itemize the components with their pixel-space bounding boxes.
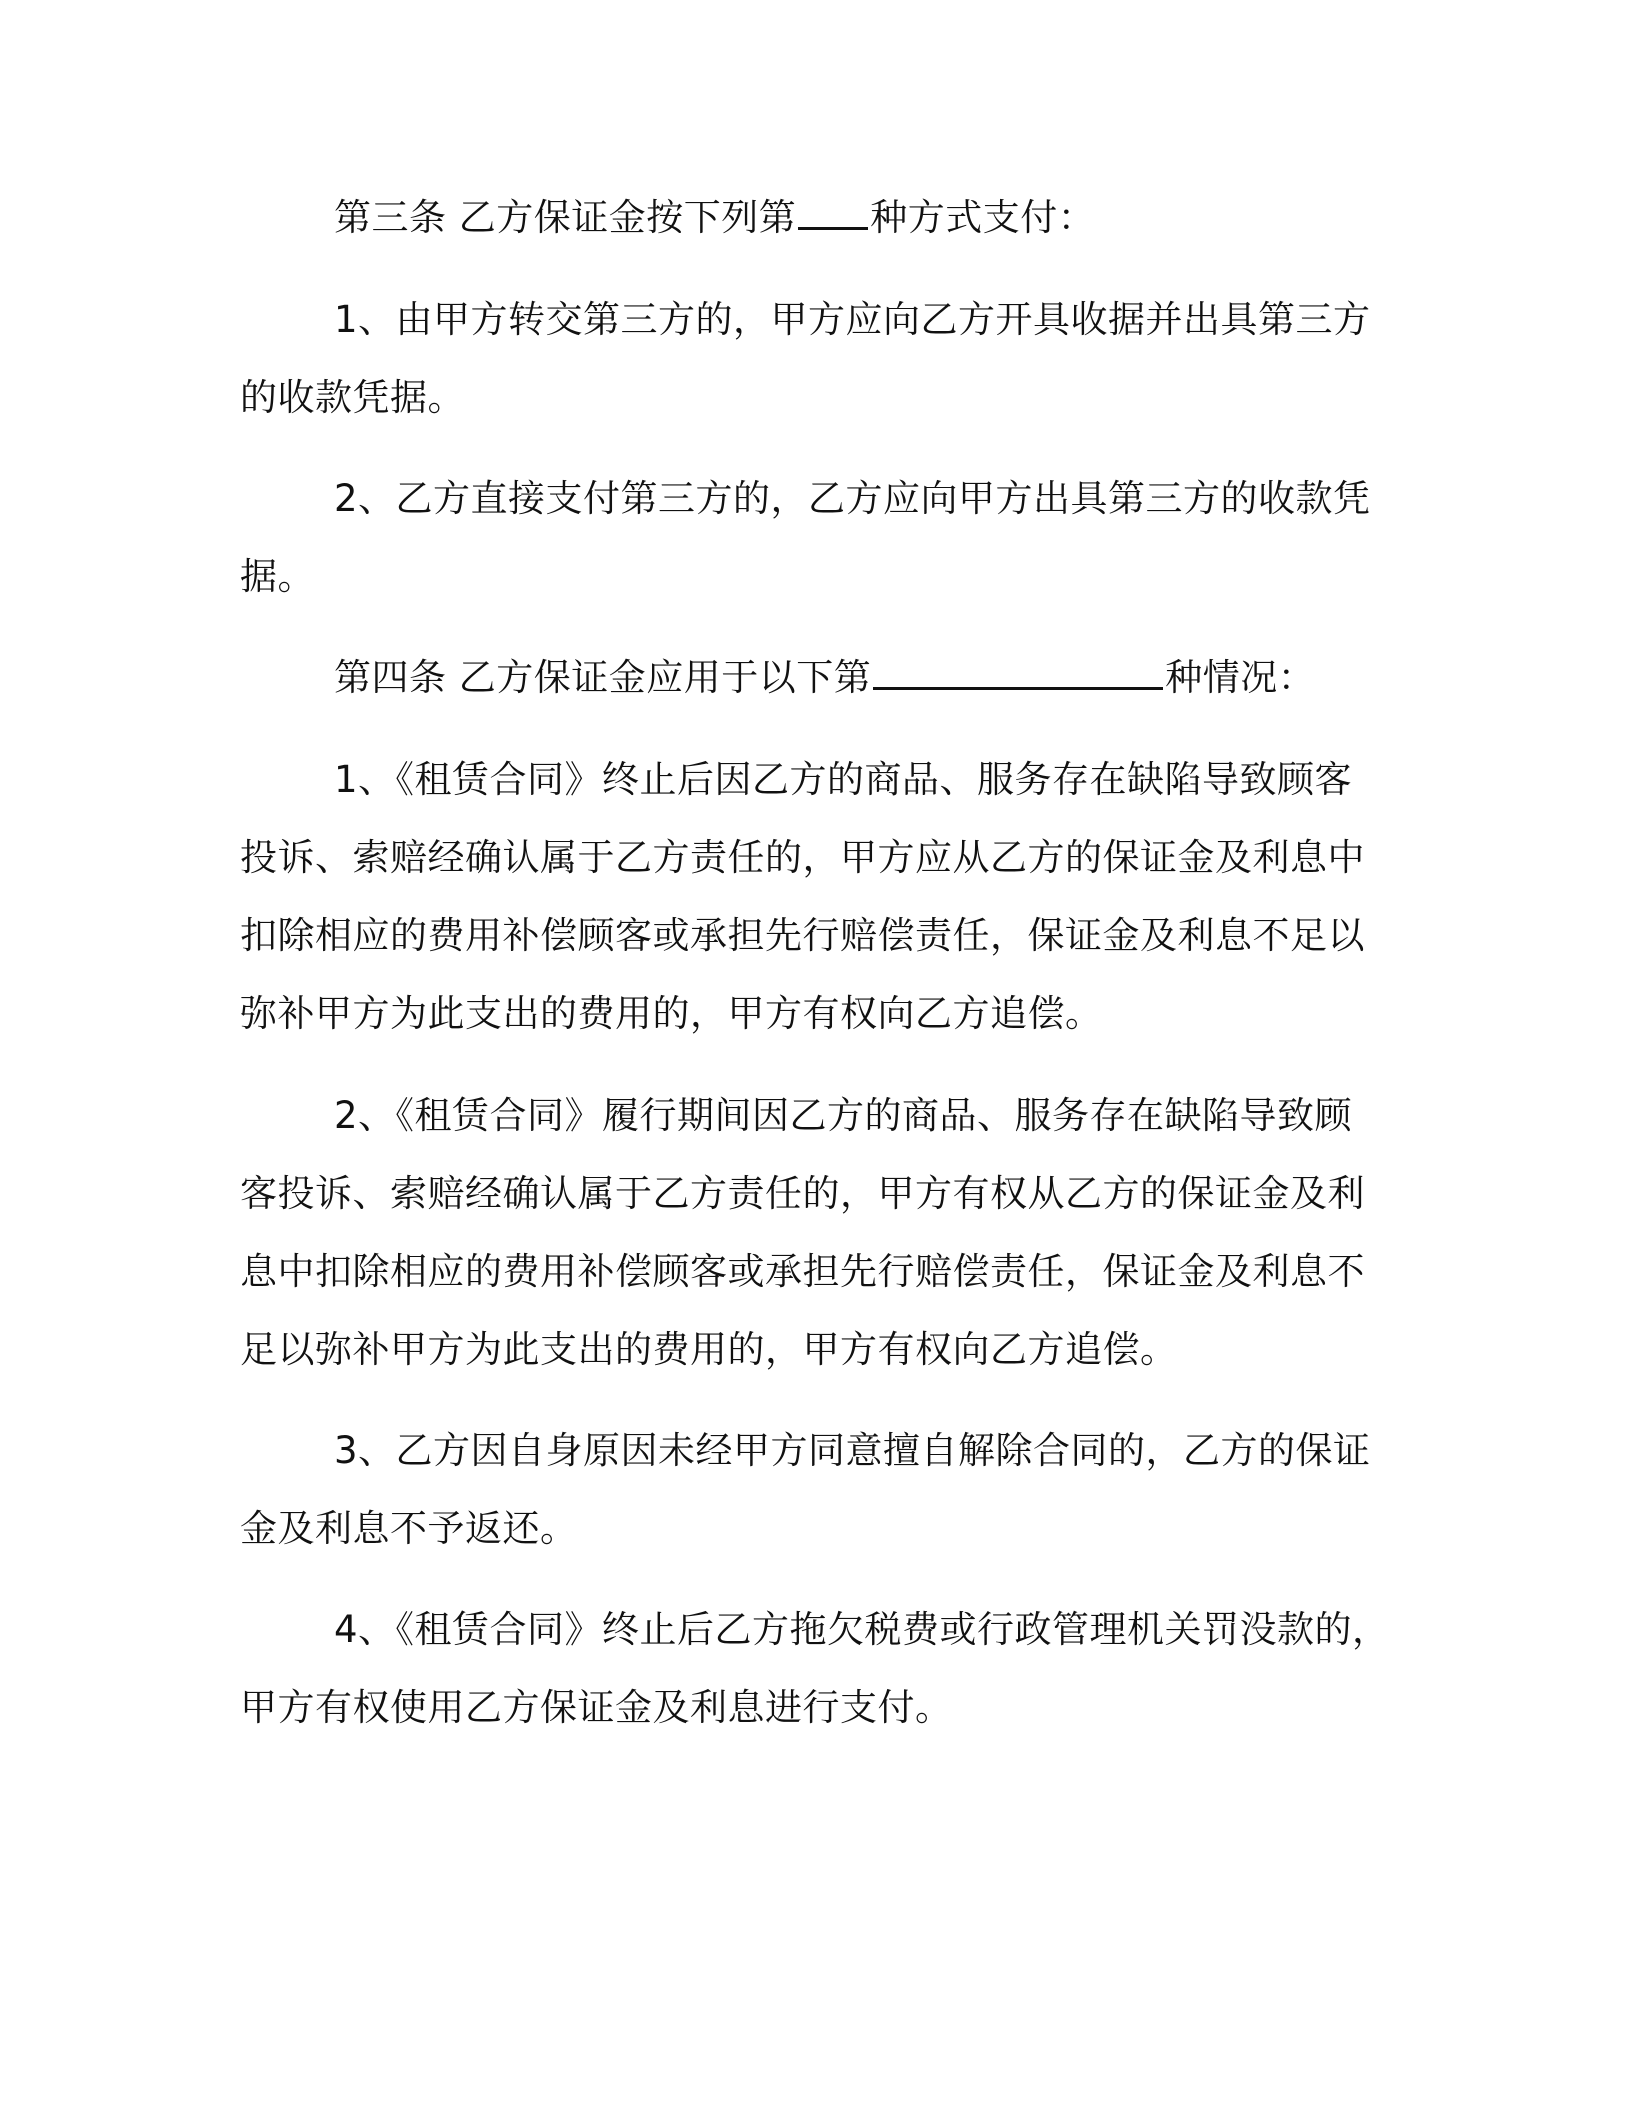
article-3-item-1-line-1: 1、由甲方转交第三方的，甲方应向乙方开具收据并出具第三方 xyxy=(334,298,1371,341)
article-3-blank xyxy=(798,197,868,230)
article-4-item-3-line-1: 3、乙方因自身原因未经甲方同意擅自解除合同的，乙方的保证 xyxy=(334,1429,1371,1472)
article-3-heading-suffix: 种方式支付： xyxy=(870,196,1096,239)
article-4-item-1-line-4: 弥补甲方为此支出的费用的，甲方有权向乙方追偿。 xyxy=(240,992,1103,1035)
article-4-item-2-line-2: 客投诉、索赔经确认属于乙方责任的，甲方有权从乙方的保证金及利 xyxy=(240,1172,1365,1215)
article-4-item-1-line-1: 1、《租赁合同》终止后因乙方的商品、服务存在缺陷导致顾客 xyxy=(334,758,1353,801)
article-4-item-3-line-2: 金及利息不予返还。 xyxy=(240,1507,578,1550)
article-3-heading xyxy=(334,193,1095,243)
article-4-heading-suffix: 种情况： xyxy=(1165,656,1316,699)
article-3-heading-text: 第三条 乙方保证金按下列第 xyxy=(334,196,797,239)
article-4-item-1-line-3: 扣除相应的费用补偿顾客或承担先行赔偿责任，保证金及利息不足以 xyxy=(240,914,1365,957)
article-3-item-2-line-1: 2、乙方直接支付第三方的，乙方应向甲方出具第三方的收款凭 xyxy=(334,477,1371,520)
article-4-item-4-line-2: 甲方有权使用乙方保证金及利息进行支付。 xyxy=(240,1686,953,1729)
article-4-blank xyxy=(873,657,1163,690)
article-4-heading-text: 第四条 乙方保证金应用于以下第 xyxy=(334,656,872,699)
article-4-item-2-line-1: 2、《租赁合同》履行期间因乙方的商品、服务存在缺陷导致顾 xyxy=(334,1094,1353,1137)
article-4-heading xyxy=(334,653,1315,703)
article-4-item-2-line-4: 足以弥补甲方为此支出的费用的，甲方有权向乙方追偿。 xyxy=(240,1328,1178,1371)
article-4-item-2-line-3: 息中扣除相应的费用补偿顾客或承担先行赔偿责任，保证金及利息不 xyxy=(240,1250,1365,1293)
article-4-item-4-line-1: 4、《租赁合同》终止后乙方拖欠税费或行政管理机关罚没款的， xyxy=(334,1608,1390,1651)
article-3-item-2-line-2: 据。 xyxy=(240,555,315,598)
article-3-item-1-line-2: 的收款凭据。 xyxy=(240,376,465,419)
article-4-item-1-line-2: 投诉、索赔经确认属于乙方责任的，甲方应从乙方的保证金及利息中 xyxy=(240,836,1365,879)
